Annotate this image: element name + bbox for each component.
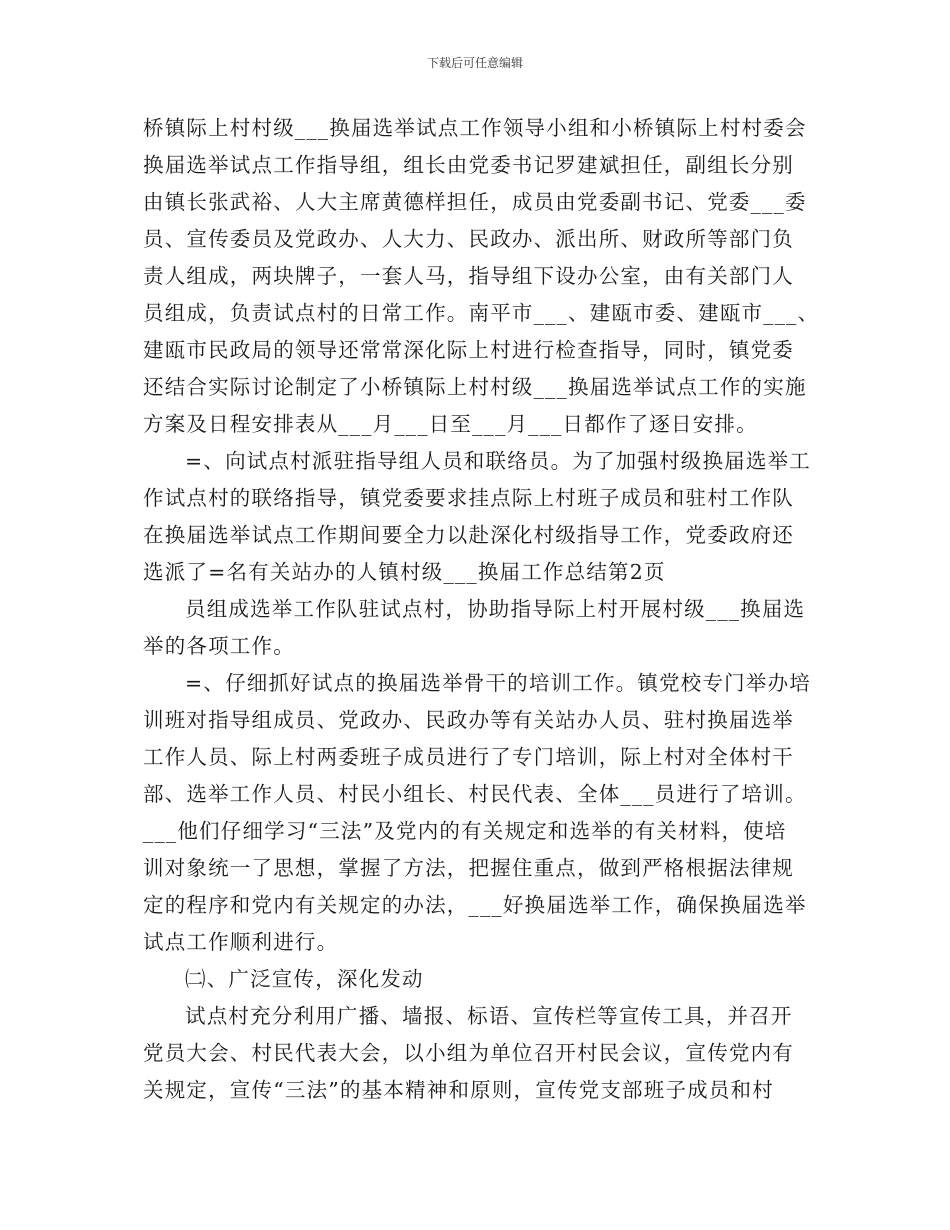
text-line: 工作人员、际上村两委班子成员进行了专门培训，际上村对全体村干 — [143, 745, 794, 769]
text-line: 在换届选举试点工作期间要全力以赴深化村级指导工作，党委政府还 — [143, 523, 794, 547]
text-line: 党员大会、村民代表大会，以小组为单位召开村民会议，宣传党内有 — [143, 1041, 794, 1065]
text-line: 训班对指导组成员、党政办、民政办等有关站办人员、驻村换届选举 — [143, 708, 794, 732]
paragraph-start-line: =、仔细抓好试点的换届选举骨干的培训工作。镇党校专门举办培 — [185, 671, 811, 695]
text-line: 选派了=名有关站办的人镇村级___换届工作总结第2页 — [143, 560, 666, 584]
paragraph-start-line: =、向试点村派驻指导组人员和联络员。为了加强村级换届选举工 — [185, 449, 811, 473]
text-line: 作试点村的联络指导，镇党委要求挂点际上村班子成员和驻村工作队 — [143, 486, 794, 510]
text-line: 关规定，宣传“三法”的基本精神和原则，宣传党支部班子成员和村 — [143, 1078, 774, 1102]
text-line: 试点工作顺利进行。 — [143, 930, 339, 954]
text-line: 训对象统一了思想，掌握了方法，把握住重点，做到严格根据法律规 — [143, 856, 794, 880]
text-line: 员、宣传委员及党政办、人大力、民政办、派出所、财政所等部门负 — [143, 227, 794, 251]
paragraph-start-line: 员组成选举工作队驻试点村，协助指导际上村开展村级___换届选 — [185, 597, 806, 621]
text-line: 桥镇际上村村级___换届选举试点工作领导小组和小桥镇际上村村委会 — [143, 116, 807, 140]
text-line: 责人组成，两块牌子，一套人马，指导组下设办公室，由有关部门人 — [143, 264, 794, 288]
paragraph-start-line: 试点村充分利用广播、墙报、标语、宣传栏等宣传工具，并召开 — [185, 1004, 793, 1028]
document-body — [143, 112, 823, 1111]
text-line: 举的各项工作。 — [143, 634, 295, 658]
text-line: 还结合实际讨论制定了小桥镇际上村村级___换届选举试点工作的实施 — [143, 375, 807, 399]
page-header: 下载后可任意编辑 — [426, 56, 523, 70]
text-line: 由镇长张武裕、人大主席黄德样担任，成员由党委副书记、党委___委 — [143, 190, 807, 214]
text-line: 员组成，负责试点村的日常工作。南平市___、建瓯市委、建瓯市___、 — [143, 301, 820, 325]
text-line: 定的程序和党内有关规定的办法，___好换届选举工作，确保换届选举 — [143, 893, 807, 917]
text-line: 方案及日程安排表从___月___日至___月___日都作了逐日安排。 — [143, 412, 758, 436]
text-line: 换届选举试点工作指导组，组长由党委书记罗建斌担任，副组长分别 — [143, 153, 794, 177]
text-line: 部、选举工作人员、村民小组长、村民代表、全体___员进行了培训。 — [143, 782, 807, 806]
section-heading: ㈡、广泛宣传，深化发动 — [185, 967, 424, 991]
text-line: 建瓯市民政局的领导还常常深化际上村进行检查指导，同时，镇党委 — [143, 338, 794, 362]
text-line: ___他们仔细学习“三法”及党内的有关规定和选举的有关材料，使培 — [143, 819, 787, 843]
